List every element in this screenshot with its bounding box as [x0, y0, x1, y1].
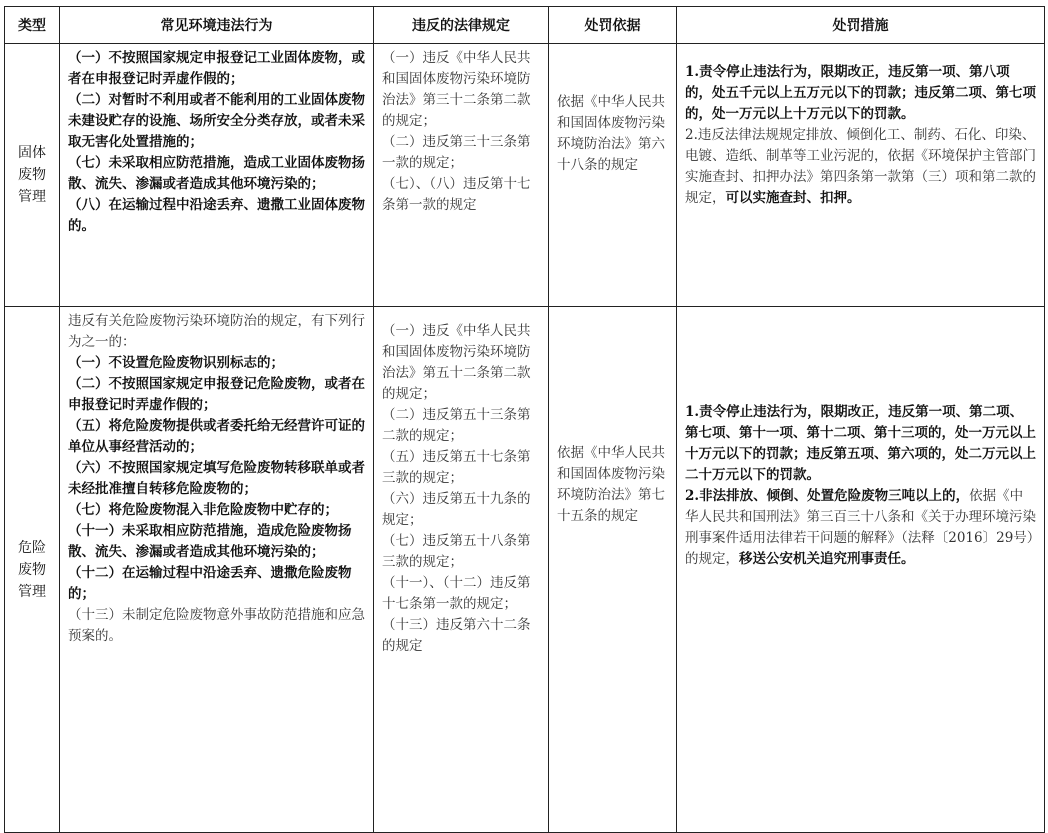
measure-text: 1.责令停止违法行为，限期改正，违反第一项、第八项的，处五千元以上五万元以下的罚款；违反第二项、第七项的，处一万元以上十万元以下的罚款。: [685, 64, 1036, 122]
measures-cell: [677, 307, 1045, 833]
category-label: 危险废物管理: [18, 539, 46, 600]
category-cell: [5, 44, 60, 307]
header-row: [5, 7, 1045, 44]
measures-cell: [677, 44, 1045, 307]
behavior-item: 违反有关危险废物污染环境防治的规定，有下列行为之一的：: [68, 313, 365, 350]
behavior-item: （二）对暂时不利用或者不能利用的工业固体废物未建设贮存的设施、场所安全分类存放，或者未采取无害化处置措施的；: [68, 92, 365, 150]
basis-text: 依据《中华人民共和国固体废物污染环境防治法》第六十八条的规定: [557, 94, 665, 173]
law-item: （七）、（八）违反第十七条第一款的规定: [382, 176, 531, 213]
table-row: [5, 44, 1045, 307]
behavior-item: （一）不按照国家规定申报登记工业固体废物，或者在申报登记时弄虚作假的；: [68, 50, 365, 87]
law-item: （六）违反第五十九条的规定；: [382, 491, 531, 528]
measure-item: [685, 62, 1036, 125]
law-item: （二）违反第三十三条第一款的规定；: [382, 134, 531, 171]
measure-text: 移送公安机关追究刑事责任。: [739, 551, 915, 567]
law-item: （十三）违反第六十二条的规定: [382, 617, 531, 654]
behaviors-cell: [60, 307, 374, 833]
behavior-item: （五）将危险废物提供或者委托给无经营许可证的单位从事经营活动的；: [68, 418, 365, 455]
basis-text: 依据《中华人民共和国固体废物污染环境防治法》第七十五条的规定: [557, 445, 665, 524]
law-item: （十一）、（十二）违反第十七条第一款的规定；: [382, 575, 531, 612]
laws-cell: [374, 44, 549, 307]
law-item: （二）违反第五十三条第二款的规定；: [382, 407, 531, 444]
behavior-item: （七）将危险废物混入非危险废物中贮存的；: [68, 502, 338, 518]
measure-text: 2.违反法律法规规定排放、倾倒化工、制药、石化、印染、电镀、造纸、制革等工业污泥的，依据《环境保护主管部门实施查封、扣押办法》第四条第一款第（三）项和第二款的规定，: [685, 127, 1036, 206]
basis-cell: [549, 307, 677, 833]
category-label: 固体废物管理: [18, 145, 46, 205]
measure-item: [685, 125, 1036, 209]
behavior-item: （十一）未采取相应防范措施，造成危险废物扬散、流失、渗漏或者造成其他环境污染的；: [68, 523, 352, 560]
table-row: [5, 307, 1045, 833]
measure-text: 依据《中华人民共和国刑法》第三百三十八条和《关于办理环境污染刑事案件适用法律若干问题的解释》（法释〔2016〕29号）的规定，: [685, 488, 1036, 567]
law-item: （一）违反《中华人民共和国固体废物污染环境防治法》第五十二条第二款的规定；: [382, 323, 531, 402]
law-item: （一）违反《中华人民共和国固体废物污染环境防治法》第三十二条第二款的规定；: [382, 50, 531, 129]
header-measures: 处罚措施: [677, 7, 1045, 44]
header-basis: 处罚依据: [549, 7, 677, 44]
behavior-item: （一）不设置危险废物识别标志的；: [68, 355, 284, 371]
measure-item: [685, 486, 1036, 570]
behavior-item: （十二）在运输过程中沿途丢弃、遗撒危险废物的；: [68, 565, 352, 602]
measure-text: 2.非法排放、倾倒、处置危险废物三吨以上的，: [685, 488, 970, 504]
law-item: （七）违反第五十八条第三款的规定；: [382, 533, 531, 570]
behaviors-cell: [60, 44, 374, 307]
behavior-item: （七）未采取相应防范措施，造成工业固体废物扬散、流失、渗漏或者造成其他环境污染的；: [68, 155, 365, 192]
measure-item: [685, 402, 1036, 486]
header-laws: 违反的法律规定: [374, 7, 549, 44]
law-item: （五）违反第五十七条第三款的规定；: [382, 449, 531, 486]
behavior-item: （二）不按照国家规定申报登记危险废物，或者在申报登记时弄虚作假的；: [68, 376, 365, 413]
measure-text: 可以实施查封、扣押。: [725, 190, 861, 206]
behavior-item: （六）不按照国家规定填写危险废物转移联单或者未经批准擅自转移危险废物的；: [68, 460, 365, 497]
category-cell: [5, 307, 60, 833]
measure-text: 1.责令停止违法行为，限期改正，违反第一项、第二项、第七项、第十一项、第十二项、第十三项的，处一万元以上十万元以下的罚款；违反第五项、第六项的，处二万元以上二十万元以下的罚款。: [685, 404, 1036, 483]
header-behaviors: 常见环境违法行为: [60, 7, 374, 44]
header-category: 类型: [5, 7, 60, 44]
basis-cell: [549, 44, 677, 307]
laws-cell: [374, 307, 549, 833]
behavior-item: （十三）未制定危险废物意外事故防范措施和应急预案的。: [68, 607, 365, 644]
violations-table: [4, 6, 1045, 833]
behavior-item: （八）在运输过程中沿途丢弃、遗撒工业固体废物的。: [68, 197, 365, 234]
